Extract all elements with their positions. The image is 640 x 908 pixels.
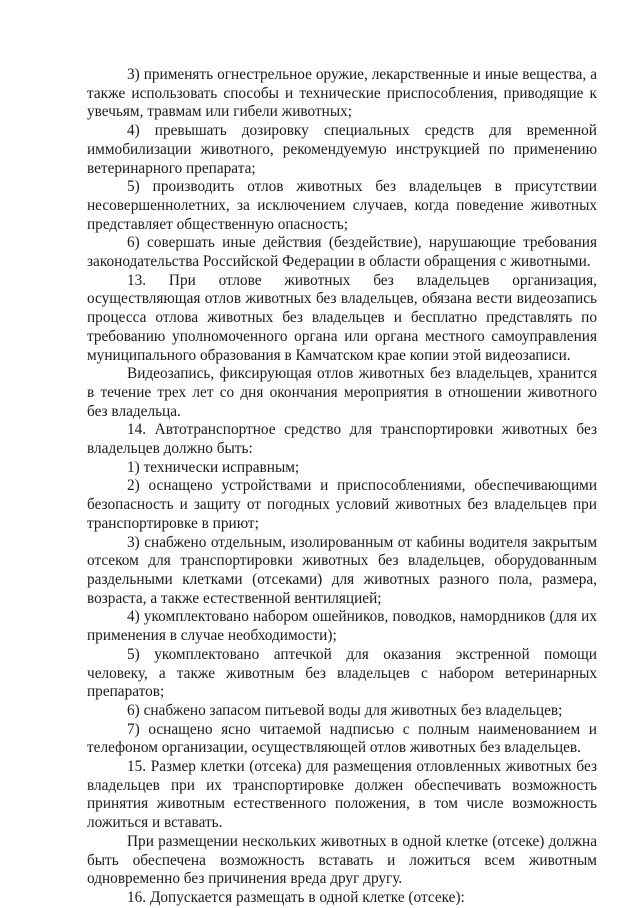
paragraph-13: 13. При отлове животных без владельцев организация, осуществляющая отлов животных без владельцев, обязана вести видеозапись процесса отлова животных без владельцев и бесплатно представлять по требованию уполномоченного органа или органа местного самоуправления муниципального образования в Камчатском крае копии этой видеозаписи. <box>87 271 597 364</box>
paragraph-14-item-4: 4) укомплектовано набором ошейников, поводков, намордников (для их применения в случае необходимости); <box>87 608 597 645</box>
scan-artifact <box>20 36 60 40</box>
paragraph-item-6: 6) совершать иные действия (бездействие), нарушающие требования законодательства Российской Федерации в области обращения с животными. <box>87 234 597 271</box>
paragraph-14-item-5: 5) укомплектовано аптечкой для оказания экстренной помощи человеку, а также животным без владельцев с набором ветеринарных препаратов; <box>87 645 597 701</box>
paragraph-14-item-6: 6) снабжено запасом питьевой воды для животных без владельцев; <box>127 701 563 719</box>
paragraph-16: 16. Допускается размещать в одной клетке (отсеке): <box>127 888 465 906</box>
paragraph-multiple-animals: При размещении нескольких животных в одной клетке (отсеке) должна быть обеспечена возможность вставать и ложиться всем животным одновременно без причинения вреда друг другу. <box>87 832 597 888</box>
paragraph-14: 14. Автотранспортное средство для транспортировки животных без владельцев должно быть: <box>87 421 597 458</box>
paragraph-video-storage: Видеозапись, фиксирующая отлов животных без владельцев, хранится в течение трех лет со дня окончания мероприятия в отношении животного без владельца. <box>87 365 597 420</box>
paragraph-14-item-1: 1) технически исправным; <box>127 458 300 476</box>
paragraph-item-4: 4) превышать дозировку специальных средств для временной иммобилизации животного, рекомендуемую инструкцией по применению ветеринарного препарата; <box>87 122 597 177</box>
paragraph-15: 15. Размер клетки (отсека) для размещения отловленных животных без владельцев при их транспортировке должен обеспечивать возможность принятия животным естественного положения, в том числе возможность ложиться и вставать. <box>87 758 597 832</box>
paragraph-14-item-7: 7) оснащено ясно читаемой надписью с полным наименованием и телефоном организации, осуществляющей отлов животных без владельцев. <box>87 720 597 757</box>
document-text <box>87 66 597 908</box>
paragraph-item-5: 5) производить отлов животных без владельцев в присутствии несовершеннолетних, за исключением случаев, когда поведение животных представляет общественную опасность; <box>87 178 597 233</box>
paragraph-14-item-2: 2) оснащено устройствами и приспособлениями, обеспечивающими безопасность и защиту от погодных условий животных без владельцев при транспортировке в приют; <box>87 477 597 532</box>
paragraph-14-item-3: 3) снабжено отдельным, изолированным от кабины водителя закрытым отсеком для транспортировки животных без владельцев, оборудованным раздельными клетками (отсеками) для животных разного пола, размера, возраста, а также естественной вентиляцией; <box>87 533 597 607</box>
paragraph-item-3: 3) применять огнестрельное оружие, лекарственные и иные вещества, а также использовать способы и технические приспособления, приводящие к увечьям, травмам или гибели животных; <box>87 66 597 121</box>
